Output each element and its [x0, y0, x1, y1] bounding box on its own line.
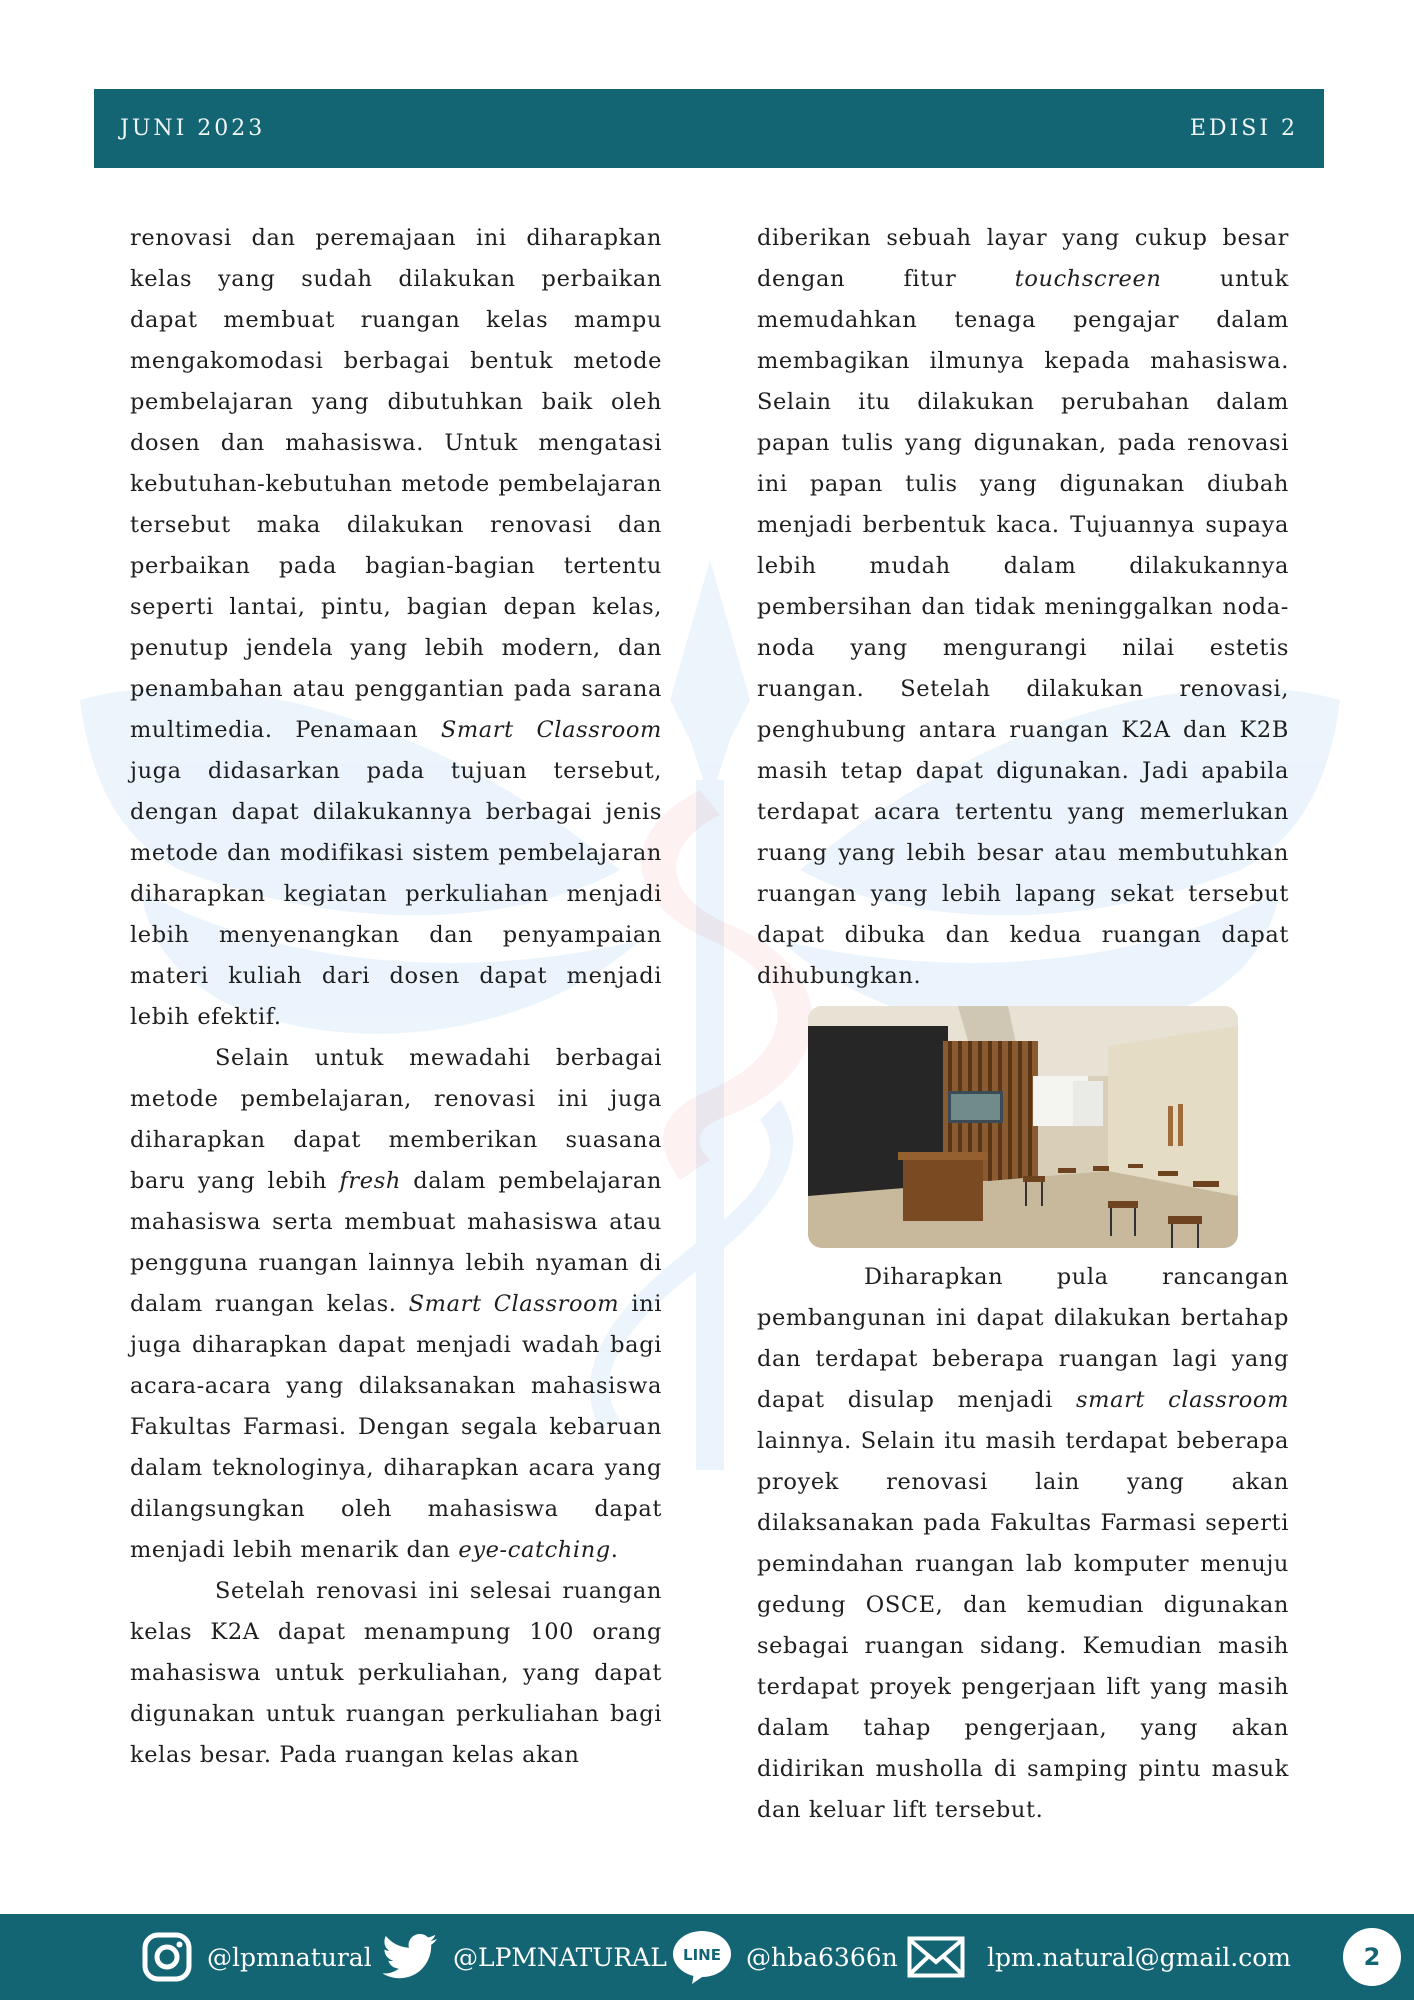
envelope-icon: [907, 1936, 965, 1978]
svg-text:LINE: LINE: [683, 1946, 721, 1964]
twitter-icon: [383, 1933, 439, 1981]
paragraph: Setelah renovasi ini selesai ruangan kelas K2A dapat menampung 100 orang mahasiswa untuk perkuliahan, yang dapat digunakan untuk ruangan perkuliahan bagi kelas besar. Pada ruangan kelas akan: [130, 1578, 662, 1768]
issue-header: [94, 89, 1324, 168]
paragraph: Diharapkan pula rancangan pembangunan ini dapat dilakukan bertahap dan terdapat beberapa ruangan lagi yang dapat disulap menjadi smart classroom lainnya. Selain itu masih terdapat beberapa proyek renovasi lain yang akan dilaksanakan pada Fakultas Farmasi seperti pemindahan ruangan lab komputer menuju gedung OSCE, dan kemudian digunakan sebagai ruangan sidang. Kemudian masih terdapat proyek pengerjaan lift yang masih dalam tahap pengerjaan, yang akan didirikan musholla di samping pintu masuk dan keluar lift tersebut.: [757, 1264, 1290, 1823]
paragraph: Selain untuk mewadahi berbagai metode pembelajaran, renovasi ini juga diharapkan dapat memberikan suasana baru yang lebih fresh dalam pembelajaran mahasiswa serta membuat mahasiswa atau pengguna ruangan lainnya lebih nyaman di dalam ruangan kelas. Smart Classroom ini juga diharapkan dapat menjadi wadah bagi acara-acara yang dilaksanakan mahasiswa Fakultas Farmasi. Dengan segala kebaruan dalam teknologinya, diharapkan acara yang dilangsungkan oleh mahasiswa dapat menjadi lebih menarik dan eye-catching.: [130, 1045, 663, 1563]
email-address: lpm.natural@gmail.com: [987, 1942, 1291, 1972]
article-column-right: [757, 218, 1289, 1831]
paragraph: renovasi dan peremajaan ini diharapkan kelas yang sudah dilakukan perbaikan dapat membuat ruangan kelas mampu mengakomodasi berbagai bentuk metode pembelajaran yang dibutuhkan baik oleh dosen dan mahasiswa. Untuk mengatasi kebutuhan-kebutuhan metode pembelajaran tersebut maka dilakukan renovasi dan perbaikan pada bagian-bagian tertentu seperti lantai, pintu, bagian depan kelas, penutup jendela yang lebih modern, dan penambahan atau penggantian pada sarana multimedia. Penamaan Smart Classroom juga didasarkan pada tujuan tersebut, dengan dapat dilakukannya berbagai jenis metode dan modifikasi sistem pembelajaran diharapkan kegiatan perkuliahan menjadi lebih menyenangkan dan penyampaian materi kuliah dari dosen dapat menjadi lebih efektif.: [130, 225, 662, 1030]
issue-date: JUNI 2023: [120, 116, 266, 141]
article-column-left: [130, 218, 662, 1776]
issue-edition: EDISI 2: [1189, 116, 1298, 141]
footer-contact-bar: [0, 1914, 1414, 2000]
line-contact[interactable]: [672, 1914, 898, 2000]
instagram-contact[interactable]: [141, 1914, 372, 2000]
twitter-contact[interactable]: [383, 1914, 667, 2000]
line-handle: @hba6366n: [746, 1942, 898, 1972]
page-number: 2: [1343, 1928, 1401, 1986]
classroom-photo: [808, 1006, 1238, 1248]
twitter-handle: @LPMNATURAL: [453, 1942, 667, 1972]
email-contact[interactable]: [907, 1914, 1291, 2000]
line-icon: [672, 1929, 732, 1985]
paragraph: diberikan sebuah layar yang cukup besar dengan fitur touchscreen untuk memudahkan tenaga pengajar dalam membagikan ilmunya kepada mahasiswa. Selain itu dilakukan perubahan dalam papan tulis yang digunakan, pada renovasi ini papan tulis yang digunakan diubah menjadi berbentuk kaca. Tujuannya supaya lebih mudah dalam dilakukannya pembersihan dan tidak meninggalkan noda-noda yang mengurangi nilai estetis ruangan. Setelah dilakukan renovasi, penghubung antara ruangan K2A dan K2B masih tetap dapat digunakan. Jadi apabila terdapat acara tertentu yang memerlukan ruang yang lebih besar atau membutuhkan ruangan yang lebih lapang sekat tersebut dapat dibuka dan kedua ruangan dapat dihubungkan.: [757, 225, 1290, 989]
instagram-icon: [141, 1931, 193, 1983]
instagram-handle: @lpmnatural: [207, 1942, 372, 1972]
